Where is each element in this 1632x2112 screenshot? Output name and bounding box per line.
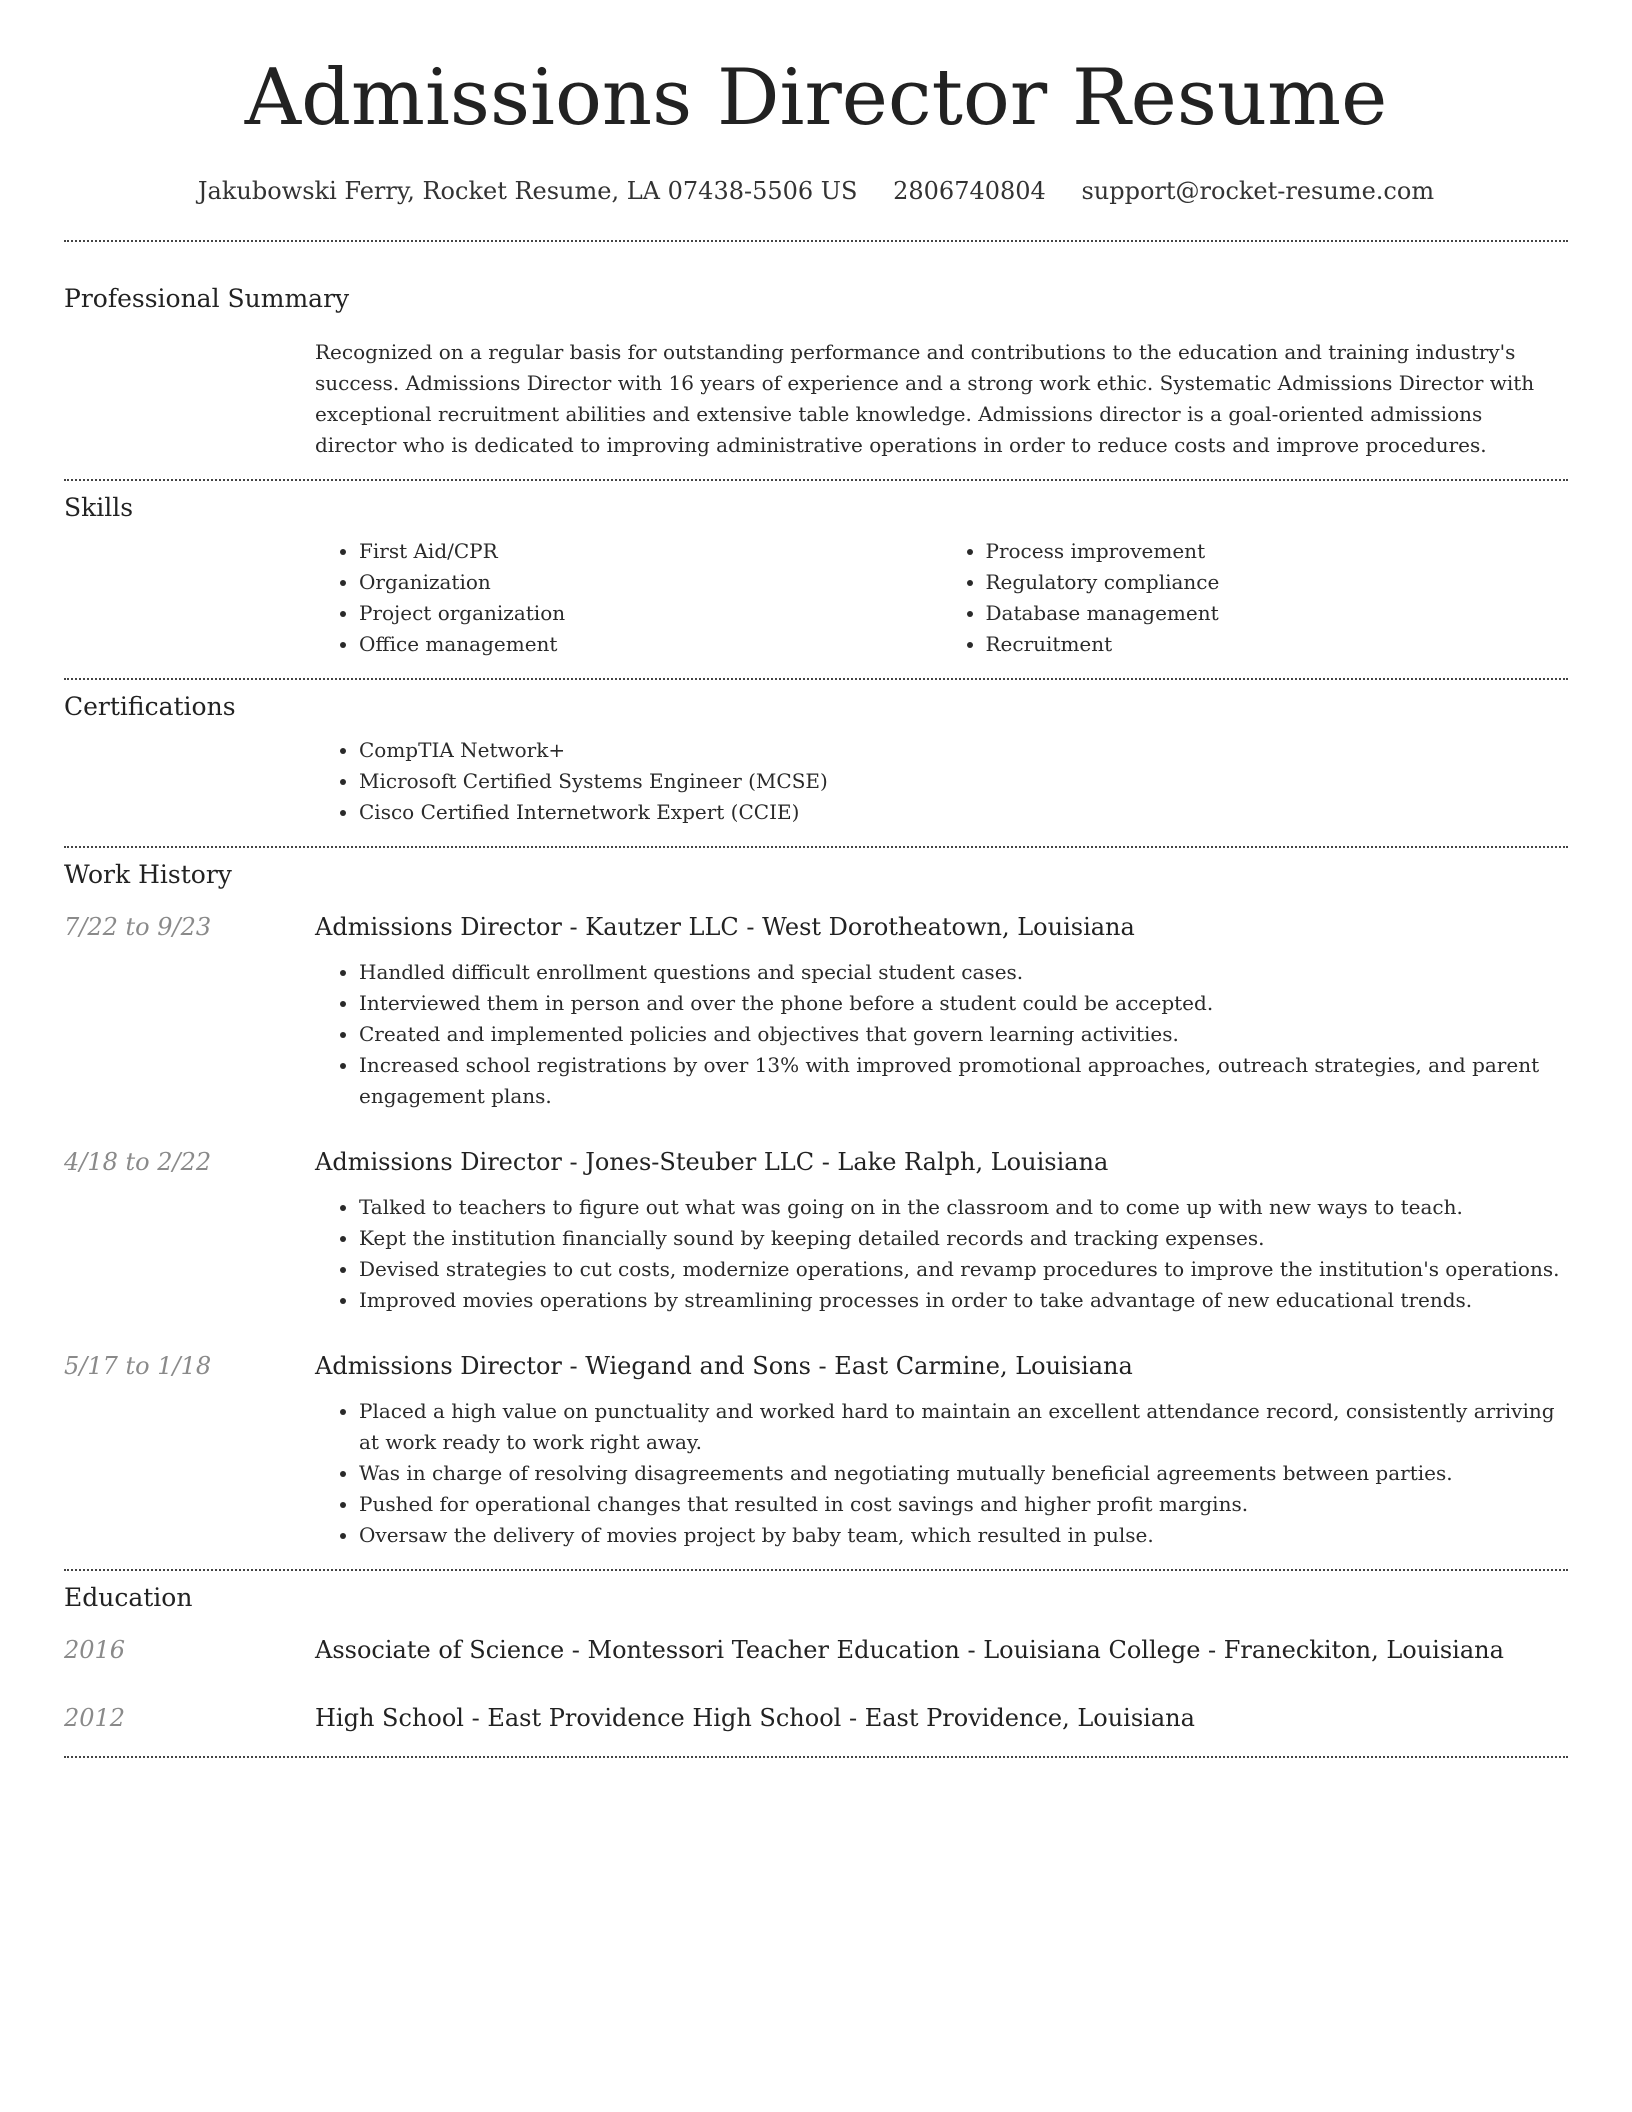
job-bullet: • Devised strategies to cut costs, modernize operations, and revamp procedures to improve the institution's operations. [359, 1254, 1568, 1285]
certifications-section [64, 692, 1568, 828]
job-title: Admissions Director - Jones-Steuber LLC - Lake Ralph, Louisiana [315, 1148, 1109, 1176]
skill-item: • Recruitment [986, 629, 1569, 660]
education-year: 2012 [64, 1704, 126, 1732]
skill-item: • Organization [359, 567, 942, 598]
skills-section [64, 493, 1568, 660]
job-bullet: • Handled difficult enrollment questions and special student cases. [359, 957, 1568, 988]
resume-page [64, 0, 1568, 1758]
skill-item: • Regulatory compliance [986, 567, 1569, 598]
certification-item: • CompTIA Network+ [359, 735, 1568, 766]
education-heading: Education [64, 1583, 193, 1612]
work-history-section [64, 860, 1568, 1551]
job-dates: 4/18 to 2/22 [64, 1148, 212, 1176]
job-bullet: • Improved movies operations by streamlining processes in order to take advantage of new educational trends. [359, 1285, 1568, 1316]
certification-item: • Microsoft Certified Systems Engineer (MCSE) [359, 766, 1568, 797]
education-details: - East Providence High School - East Providence, Louisiana [463, 1704, 1195, 1732]
education-title [315, 1702, 1568, 1734]
job-bullet: • Oversaw the delivery of movies project by baby team, which resulted in pulse. [359, 1520, 1568, 1551]
education-degree: Associate of Science - Montessori Teacher Education [315, 1636, 960, 1664]
contact-phone: 2806740804 [893, 177, 1046, 205]
job-bullet: • Placed a high value on punctuality and worked hard to maintain an excellent attendance record, consistently arriving at work ready to work right away. [359, 1396, 1568, 1458]
job-title: Admissions Director - Wiegand and Sons - East Carmine, Louisiana [315, 1352, 1133, 1380]
contact-line [64, 176, 1568, 206]
skill-item: • Database management [986, 598, 1569, 629]
job-bullet: • Increased school registrations by over 13% with improved promotional approaches, outreach strategies, and parent engagement plans. [359, 1050, 1568, 1112]
contact-email: support@rocket-resume.com [1081, 177, 1435, 205]
skill-item: • First Aid/CPR [359, 536, 942, 567]
job-entry [64, 1350, 1568, 1551]
resume-title: Admissions Director Resume [244, 53, 1388, 143]
job-bullets [315, 1396, 1568, 1551]
skills-heading: Skills [64, 493, 134, 522]
job-bullet: • Pushed for operational changes that resulted in cost savings and higher profit margins. [359, 1489, 1568, 1520]
education-degree: High School [315, 1704, 464, 1732]
certification-item: • Cisco Certified Internetwork Expert (CCIE) [359, 797, 1568, 828]
job-bullet: • Was in charge of resolving disagreements and negotiating mutually beneficial agreements between parties. [359, 1458, 1568, 1489]
divider [64, 1756, 1568, 1758]
contact-address: Jakubowski Ferry, Rocket Resume, LA 07438-5506 US [197, 177, 858, 205]
job-entry [64, 1146, 1568, 1316]
certifications-heading: Certifications [64, 692, 236, 721]
education-title [315, 1634, 1568, 1666]
work-history-heading: Work History [64, 860, 232, 889]
job-bullet: • Talked to teachers to figure out what was going on in the classroom and to come up with new ways to teach. [359, 1192, 1568, 1223]
divider [64, 1569, 1568, 1571]
education-entry [64, 1702, 1568, 1734]
job-bullets [315, 957, 1568, 1112]
skills-list-left [315, 536, 942, 660]
divider [64, 846, 1568, 848]
divider [64, 678, 1568, 680]
job-dates: 7/22 to 9/23 [64, 913, 212, 941]
skill-item: • Project organization [359, 598, 942, 629]
summary-section [64, 284, 1568, 461]
job-dates: 5/17 to 1/18 [64, 1352, 212, 1380]
job-bullet: • Interviewed them in person and over the phone before a student could be accepted. [359, 988, 1568, 1019]
summary-heading: Professional Summary [64, 284, 350, 313]
job-bullet: • Created and implemented policies and objectives that govern learning activities. [359, 1019, 1568, 1050]
skills-list-right [942, 536, 1569, 660]
divider [64, 479, 1568, 481]
job-bullet: • Kept the institution financially sound by keeping detailed records and tracking expenses. [359, 1223, 1568, 1254]
job-entry [64, 911, 1568, 1112]
divider [64, 240, 1568, 242]
job-title: Admissions Director - Kautzer LLC - West Dorotheatown, Louisiana [315, 913, 1135, 941]
summary-text: Recognized on a regular basis for outstanding performance and contributions to the education and training industry's success. Admissions Director with 16 years of experience and a strong work ethic. Systematic Admissions Director with exceptional recruitment abilities and extensive table knowledge. Admissions director is a goal-oriented admissions director who is dedicated to improving administrative operations in order to reduce costs and improve procedures. [315, 340, 1535, 457]
skill-item: • Office management [359, 629, 942, 660]
certifications-list [315, 735, 1568, 828]
education-details: - Louisiana College - Franeckiton, Louisiana [959, 1636, 1504, 1664]
education-entry [64, 1634, 1568, 1666]
skill-item: • Process improvement [986, 536, 1569, 567]
education-year: 2016 [64, 1636, 126, 1664]
job-bullets [315, 1192, 1568, 1316]
education-section [64, 1583, 1568, 1734]
